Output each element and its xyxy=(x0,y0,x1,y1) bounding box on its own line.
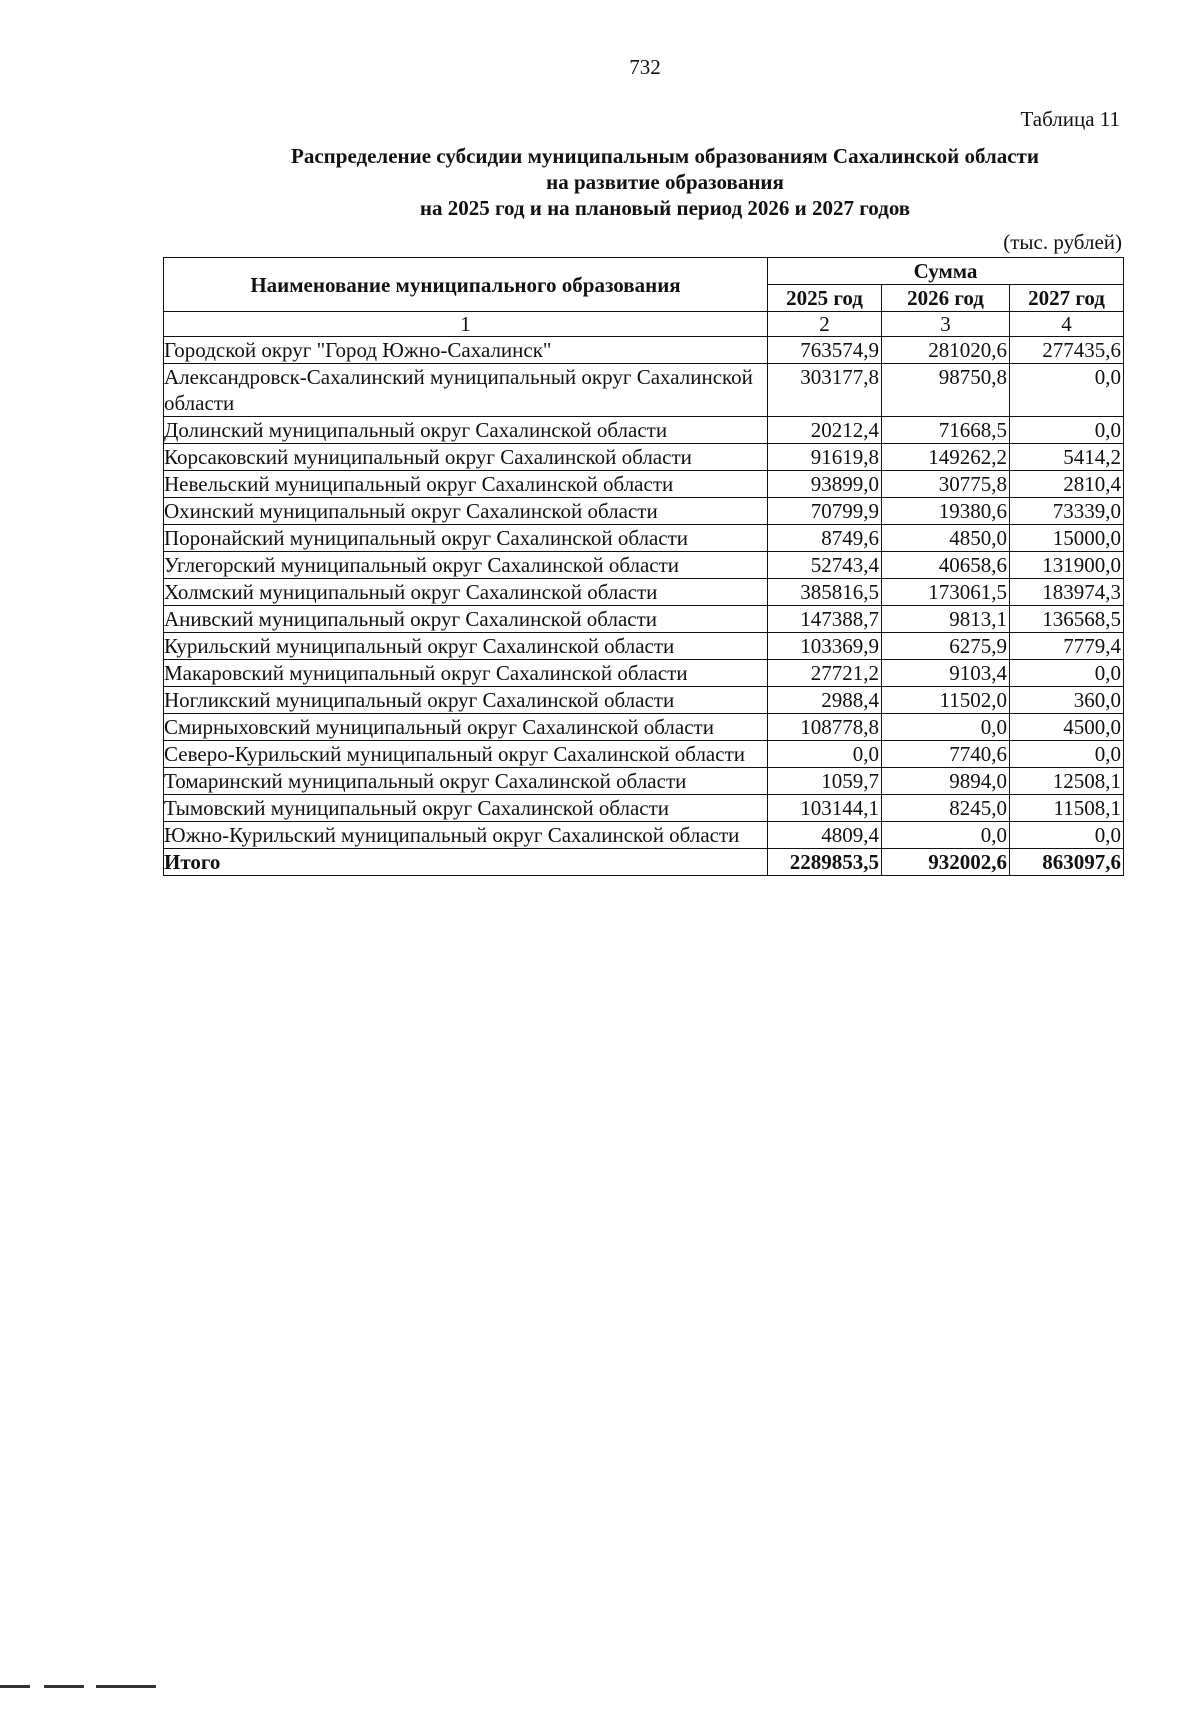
table-row xyxy=(164,795,1124,822)
value-2027: 5414,2 xyxy=(1010,444,1124,471)
value-2026: 11502,0 xyxy=(882,687,1010,714)
table-row xyxy=(164,579,1124,606)
table-row xyxy=(164,552,1124,579)
table-row xyxy=(164,444,1124,471)
table-row xyxy=(164,498,1124,525)
table-row xyxy=(164,525,1124,552)
total-2025: 2289853,5 xyxy=(768,849,882,876)
table-row xyxy=(164,633,1124,660)
value-2026: 8245,0 xyxy=(882,795,1010,822)
value-2026: 0,0 xyxy=(882,714,1010,741)
value-2027: 15000,0 xyxy=(1010,525,1124,552)
scan-artifact xyxy=(0,1685,30,1688)
value-2026: 173061,5 xyxy=(882,579,1010,606)
value-2025: 103144,1 xyxy=(768,795,882,822)
municipality-name: Тымовский муниципальный округ Сахалинской области xyxy=(164,795,768,822)
column-number: 2 xyxy=(768,312,882,337)
header-year-2027: 2027 год xyxy=(1010,285,1124,312)
value-2026: 6275,9 xyxy=(882,633,1010,660)
value-2027: 7779,4 xyxy=(1010,633,1124,660)
municipality-name: Курильский муниципальный округ Сахалинской области xyxy=(164,633,768,660)
header-sum: Сумма xyxy=(768,258,1124,285)
value-2027: 12508,1 xyxy=(1010,768,1124,795)
value-2026: 9894,0 xyxy=(882,768,1010,795)
value-2027: 0,0 xyxy=(1010,660,1124,687)
value-2027: 183974,3 xyxy=(1010,579,1124,606)
municipality-name: Ногликский муниципальный округ Сахалинской области xyxy=(164,687,768,714)
scan-artifact xyxy=(96,1685,156,1688)
value-2025: 52743,4 xyxy=(768,552,882,579)
value-2025: 147388,7 xyxy=(768,606,882,633)
total-2027: 863097,6 xyxy=(1010,849,1124,876)
total-row xyxy=(164,849,1124,876)
value-2026: 98750,8 xyxy=(882,364,1010,417)
municipality-name: Северо-Курильский муниципальный округ Сахалинской области xyxy=(164,741,768,768)
table-row xyxy=(164,606,1124,633)
value-2027: 0,0 xyxy=(1010,364,1124,417)
value-2025: 303177,8 xyxy=(768,364,882,417)
municipality-name: Александровск-Сахалинский муниципальный округ Сахалинской области xyxy=(164,364,768,417)
value-2025: 8749,6 xyxy=(768,525,882,552)
value-2026: 4850,0 xyxy=(882,525,1010,552)
table-row xyxy=(164,660,1124,687)
value-2026: 0,0 xyxy=(882,822,1010,849)
value-2026: 9813,1 xyxy=(882,606,1010,633)
value-2026: 281020,6 xyxy=(882,337,1010,364)
municipality-name: Невельский муниципальный округ Сахалинской области xyxy=(164,471,768,498)
value-2027: 73339,0 xyxy=(1010,498,1124,525)
value-2025: 27721,2 xyxy=(768,660,882,687)
value-2026: 40658,6 xyxy=(882,552,1010,579)
value-2025: 70799,9 xyxy=(768,498,882,525)
header-year-2026: 2026 год xyxy=(882,285,1010,312)
table-row xyxy=(164,417,1124,444)
page-number: 732 xyxy=(629,55,661,79)
value-2026: 7740,6 xyxy=(882,741,1010,768)
table-row xyxy=(164,471,1124,498)
title-line-1: Распределение субсидии муниципальным образованиям Сахалинской области xyxy=(291,144,1039,168)
value-2025: 2988,4 xyxy=(768,687,882,714)
municipality-name: Смирныховский муниципальный округ Сахалинской области xyxy=(164,714,768,741)
units-label: (тыс. рублей) xyxy=(1003,230,1122,254)
table-row xyxy=(164,364,1124,417)
value-2026: 9103,4 xyxy=(882,660,1010,687)
value-2027: 0,0 xyxy=(1010,741,1124,768)
municipality-name: Углегорский муниципальный округ Сахалинской области xyxy=(164,552,768,579)
municipality-name: Макаровский муниципальный округ Сахалинской области xyxy=(164,660,768,687)
header-year-2025: 2025 год xyxy=(768,285,882,312)
municipality-name: Охинский муниципальный округ Сахалинской области xyxy=(164,498,768,525)
value-2027: 2810,4 xyxy=(1010,471,1124,498)
municipality-name: Долинский муниципальный округ Сахалинской области xyxy=(164,417,768,444)
column-number: 1 xyxy=(164,312,768,337)
value-2027: 4500,0 xyxy=(1010,714,1124,741)
municipality-name: Холмский муниципальный округ Сахалинской области xyxy=(164,579,768,606)
municipality-name: Поронайский муниципальный округ Сахалинской области xyxy=(164,525,768,552)
value-2027: 360,0 xyxy=(1010,687,1124,714)
municipality-name: Городской округ "Город Южно-Сахалинск" xyxy=(164,337,768,364)
title-line-2: на развитие образования xyxy=(546,170,784,194)
value-2025: 1059,7 xyxy=(768,768,882,795)
value-2025: 0,0 xyxy=(768,741,882,768)
value-2025: 93899,0 xyxy=(768,471,882,498)
total-label: Итого xyxy=(164,849,768,876)
value-2025: 763574,9 xyxy=(768,337,882,364)
total-2026: 932002,6 xyxy=(882,849,1010,876)
table-row xyxy=(164,337,1124,364)
table-label: Таблица 11 xyxy=(1020,107,1120,131)
title-line-3: на 2025 год и на плановый период 2026 и 2027 годов xyxy=(419,196,911,220)
value-2026: 71668,5 xyxy=(882,417,1010,444)
municipality-name: Южно-Курильский муниципальный округ Сахалинской области xyxy=(164,822,768,849)
value-2025: 20212,4 xyxy=(768,417,882,444)
value-2027: 131900,0 xyxy=(1010,552,1124,579)
municipality-name: Анивский муниципальный округ Сахалинской области xyxy=(164,606,768,633)
table-row xyxy=(164,741,1124,768)
value-2025: 91619,8 xyxy=(768,444,882,471)
value-2026: 19380,6 xyxy=(882,498,1010,525)
value-2025: 108778,8 xyxy=(768,714,882,741)
value-2027: 0,0 xyxy=(1010,822,1124,849)
table-row xyxy=(164,714,1124,741)
table-row xyxy=(164,687,1124,714)
value-2027: 277435,6 xyxy=(1010,337,1124,364)
scan-artifact xyxy=(44,1685,84,1688)
subsidy-table xyxy=(163,257,1124,876)
value-2027: 11508,1 xyxy=(1010,795,1124,822)
value-2027: 136568,5 xyxy=(1010,606,1124,633)
header-name-column: Наименование муниципального образования xyxy=(164,258,768,312)
value-2025: 4809,4 xyxy=(768,822,882,849)
value-2026: 30775,8 xyxy=(882,471,1010,498)
table-body xyxy=(164,337,1124,849)
column-number: 4 xyxy=(1010,312,1124,337)
municipality-name: Корсаковский муниципальный округ Сахалинской области xyxy=(164,444,768,471)
table-row xyxy=(164,768,1124,795)
value-2026: 149262,2 xyxy=(882,444,1010,471)
table-row xyxy=(164,822,1124,849)
municipality-name: Томаринский муниципальный округ Сахалинской области xyxy=(164,768,768,795)
value-2025: 103369,9 xyxy=(768,633,882,660)
document-title xyxy=(150,143,1180,221)
column-number: 3 xyxy=(882,312,1010,337)
value-2027: 0,0 xyxy=(1010,417,1124,444)
value-2025: 385816,5 xyxy=(768,579,882,606)
